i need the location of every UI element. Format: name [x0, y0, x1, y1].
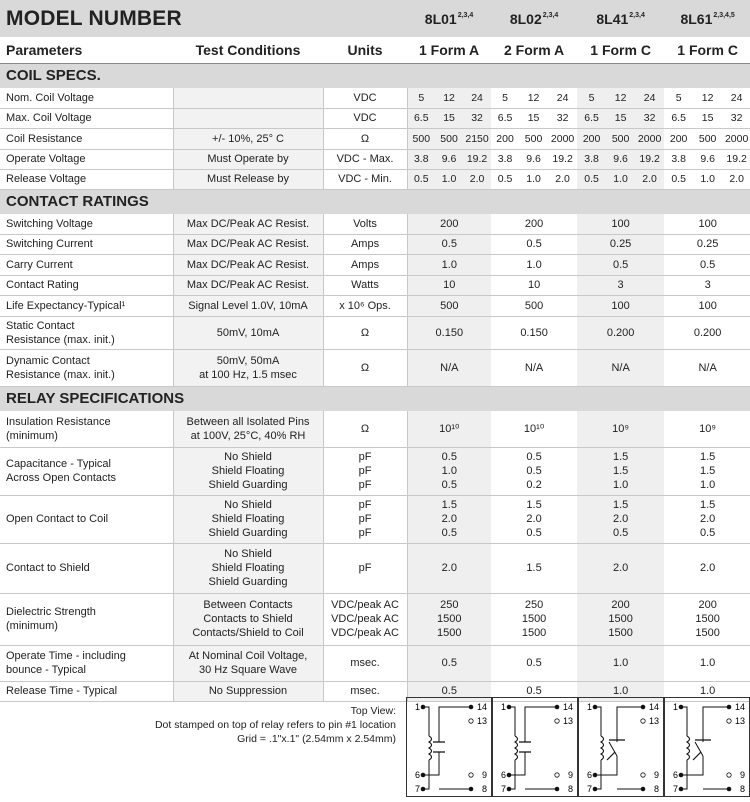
model-name: 8L02 — [509, 10, 542, 27]
pin-label: 8 — [739, 784, 745, 794]
contact-value: 200 — [407, 214, 491, 234]
test-condition: +/- 10%, 25° C — [173, 128, 323, 149]
grid-note: Grid = .1"x.1" (2.54mm x 2.54mm) — [237, 733, 396, 745]
relay-value: 250 1500 1500 — [491, 593, 577, 645]
units: pF pF pF — [323, 495, 407, 543]
model-name: 8L61 — [680, 10, 713, 27]
schematic-icon — [579, 698, 663, 796]
coil-value: 24 — [463, 88, 491, 108]
relay-value: 0.5 — [407, 681, 491, 701]
coil-value: 3.8 — [407, 149, 435, 169]
pin-label: 8 — [481, 784, 487, 794]
pin-label: 9 — [739, 770, 745, 780]
coil-value: 0.5 — [664, 169, 693, 189]
units: VDC — [323, 108, 407, 128]
contact-value: N/A — [577, 349, 664, 386]
coil-value: 2150 — [463, 128, 491, 149]
spec-row — [0, 495, 750, 543]
relay-value: 1.5 1.5 1.0 — [664, 447, 750, 495]
spec-row — [0, 234, 750, 254]
relay-value: 200 1500 1500 — [664, 593, 750, 645]
contact-value: 200 — [491, 214, 577, 234]
coil-value: 1.0 — [435, 169, 463, 189]
coil-value: 500 — [606, 128, 635, 149]
relay-value: 1.0 — [577, 645, 664, 681]
relay-value: 1.5 2.0 0.5 — [664, 495, 750, 543]
spec-row — [0, 411, 750, 447]
model-number-title: MODEL NUMBER — [6, 6, 182, 30]
spec-row — [0, 349, 750, 386]
contact-value: 0.200 — [664, 316, 750, 349]
dot-note: Dot stamped on top of relay refers to pin #1 location — [154, 719, 396, 731]
coil-value: 2.0 — [635, 169, 664, 189]
units: VDC - Max. — [323, 149, 407, 169]
unused-pin-icon — [727, 773, 731, 777]
param-label: Dielectric Strength (minimum) — [0, 593, 173, 645]
pinout-diagram-8l02 — [492, 697, 578, 797]
pin-label: 1 — [501, 702, 507, 712]
contact-value: 100 — [577, 214, 664, 234]
relay-value: 1.5 2.0 0.5 — [407, 495, 491, 543]
coil-value: 1.0 — [519, 169, 548, 189]
units: Ω — [323, 128, 407, 149]
coil-value: 3.8 — [664, 149, 693, 169]
coil-value: 15 — [435, 108, 463, 128]
coil-value: 12 — [435, 88, 463, 108]
spec-row — [0, 149, 750, 169]
schematic-icon — [493, 698, 577, 796]
pin-label: 7 — [673, 784, 679, 794]
model-footnotes: 2,3,4 — [542, 11, 559, 19]
pinout-diagram-8l41 — [578, 697, 664, 797]
param-label: Release Time - Typical — [0, 681, 173, 701]
relay-value: 10¹⁰ — [407, 411, 491, 447]
section-coil — [0, 63, 750, 88]
model-8l01 — [407, 0, 491, 37]
pin-label: 13 — [476, 716, 487, 726]
relay-value: 2.0 — [577, 543, 664, 593]
header-units: Units — [347, 41, 383, 58]
param-label: Operate Voltage — [0, 149, 173, 169]
coil-value: 2000 — [548, 128, 577, 149]
contact-value: 0.25 — [577, 234, 664, 254]
form-8l41: 1 Form C — [590, 41, 651, 58]
param-label: Release Voltage — [0, 169, 173, 189]
model-footnotes: 2,3,4 — [629, 11, 645, 19]
form-8l02: 2 Form A — [504, 41, 565, 58]
coil-value: 9.6 — [606, 149, 635, 169]
relay-value: 1.5 — [491, 543, 577, 593]
coil-value: 12 — [606, 88, 635, 108]
pin-label: 6 — [501, 770, 507, 780]
coil-value: 500 — [693, 128, 722, 149]
units: Ω — [323, 316, 407, 349]
test-condition: Must Release by — [173, 169, 323, 189]
contact-value: 10 — [407, 275, 491, 295]
column-header-row — [0, 37, 750, 63]
coil-value: 32 — [463, 108, 491, 128]
unused-pin-icon — [641, 773, 645, 777]
contact-icon — [519, 742, 531, 752]
param-label: Nom. Coil Voltage — [0, 88, 173, 108]
contact-value: N/A — [491, 349, 577, 386]
contact-value: 0.150 — [407, 316, 491, 349]
switch-wire — [595, 707, 643, 789]
pin-label: 7 — [501, 784, 507, 794]
pin-label: 8 — [567, 784, 573, 794]
contact-wire — [509, 707, 557, 789]
relay-value: 10⁹ — [664, 411, 750, 447]
pin-label: 6 — [673, 770, 679, 780]
units: x 10⁶ Ops. — [323, 295, 407, 316]
coil-value: 6.5 — [491, 108, 519, 128]
units: VDC — [323, 88, 407, 108]
coil-value: 1.0 — [693, 169, 722, 189]
coil-icon — [429, 736, 432, 760]
contact-value: 0.25 — [664, 234, 750, 254]
coil-value: 19.2 — [463, 149, 491, 169]
coil-icon — [601, 736, 604, 760]
model-name: 8L01 — [424, 10, 457, 27]
units: Watts — [323, 275, 407, 295]
model-footnotes: 2,3,4,5 — [713, 11, 735, 19]
param-label: Static Contact Resistance (max. init.) — [0, 316, 173, 349]
relay-value: 1.5 2.0 0.5 — [491, 495, 577, 543]
form-8l01: 1 Form A — [418, 41, 480, 58]
units: msec. — [323, 681, 407, 701]
units: pF — [323, 543, 407, 593]
relay-value: 10⁹ — [577, 411, 664, 447]
coil-value: 0.5 — [577, 169, 606, 189]
relay-value: 0.5 — [407, 645, 491, 681]
coil-value: 6.5 — [577, 108, 606, 128]
pin-label: 9 — [567, 770, 573, 780]
pin-label: 14 — [648, 702, 659, 712]
pin-label: 6 — [415, 770, 421, 780]
coil-value: 32 — [722, 108, 750, 128]
param-label: Coil Resistance — [0, 128, 173, 149]
coil-value: 3.8 — [491, 149, 519, 169]
relay-value: 1.0 — [577, 681, 664, 701]
coil-value: 500 — [519, 128, 548, 149]
contact-value: 3 — [664, 275, 750, 295]
model-name: 8L41 — [596, 10, 629, 27]
coil-value: 5 — [491, 88, 519, 108]
units: Amps — [323, 234, 407, 254]
coil-value: 32 — [548, 108, 577, 128]
relay-value: 250 1500 1500 — [407, 593, 491, 645]
pin-label: 13 — [562, 716, 573, 726]
units: Amps — [323, 254, 407, 275]
coil-value: 5 — [577, 88, 606, 108]
test-condition: Max DC/Peak AC Resist. — [173, 214, 323, 234]
coil-value: 2.0 — [463, 169, 491, 189]
param-label: Contact Rating — [0, 275, 173, 295]
units: Volts — [323, 214, 407, 234]
contact-value: 1.0 — [407, 254, 491, 275]
test-condition: 50mV, 50mA at 100 Hz, 1.5 msec — [173, 349, 323, 386]
coil-value: 9.6 — [693, 149, 722, 169]
contact-value: 100 — [577, 295, 664, 316]
top-view-note — [100, 704, 396, 746]
test-condition: 50mV, 10mA — [173, 316, 323, 349]
unused-pin-icon — [641, 719, 645, 723]
form-8l61: 1 Form C — [677, 41, 738, 58]
relay-value: 1.0 — [664, 645, 750, 681]
coil-value: 9.6 — [519, 149, 548, 169]
relay-value: 1.5 1.5 1.0 — [577, 447, 664, 495]
model-8l41 — [577, 0, 664, 37]
pin-label: 8 — [653, 784, 659, 794]
contact-value: 0.5 — [664, 254, 750, 275]
units: Ω — [323, 349, 407, 386]
units: msec. — [323, 645, 407, 681]
unused-pin-icon — [555, 719, 559, 723]
relay-value: 2.0 — [407, 543, 491, 593]
spec-row — [0, 214, 750, 234]
contact-value: 0.5 — [577, 254, 664, 275]
coil-value: 1.0 — [606, 169, 635, 189]
pin-label: 6 — [587, 770, 593, 780]
spec-row — [0, 88, 750, 108]
coil-icon — [687, 736, 690, 760]
coil-value: 3.8 — [577, 149, 606, 169]
pin-label: 14 — [734, 702, 745, 712]
contact-wire — [423, 707, 471, 789]
coil-value: 19.2 — [635, 149, 664, 169]
test-condition: No Shield Shield Floating Shield Guarding — [173, 543, 323, 593]
relay-value: 0.5 0.5 0.2 — [491, 447, 577, 495]
unused-pin-icon — [469, 719, 473, 723]
coil-icon — [515, 736, 518, 760]
coil-value: 0.5 — [407, 169, 435, 189]
relay-value: 2.0 — [664, 543, 750, 593]
header-parameters: Parameters — [6, 41, 83, 58]
pin-label: 1 — [415, 702, 421, 712]
units: pF pF pF — [323, 447, 407, 495]
param-label: Capacitance - Typical Across Open Contacts — [0, 447, 173, 495]
switch-wire — [681, 707, 729, 789]
spec-row — [0, 295, 750, 316]
section-title: COIL SPECS. — [0, 63, 750, 88]
coil-value: 15 — [693, 108, 722, 128]
coil-value: 500 — [407, 128, 435, 149]
pin-label: 7 — [587, 784, 593, 794]
units: VDC - Min. — [323, 169, 407, 189]
test-condition: No Shield Shield Floating Shield Guarding — [173, 447, 323, 495]
relay-value: 1.5 2.0 0.5 — [577, 495, 664, 543]
test-condition: Max DC/Peak AC Resist. — [173, 275, 323, 295]
spec-row — [0, 543, 750, 593]
contact-value: N/A — [407, 349, 491, 386]
contact-value: 3 — [577, 275, 664, 295]
test-condition: Max DC/Peak AC Resist. — [173, 234, 323, 254]
contact-value: N/A — [664, 349, 750, 386]
coil-value: 2000 — [635, 128, 664, 149]
contact-value: 100 — [664, 295, 750, 316]
spec-row — [0, 316, 750, 349]
param-label: Operate Time - including bounce - Typical — [0, 645, 173, 681]
coil-value: 24 — [548, 88, 577, 108]
coil-value: 5 — [407, 88, 435, 108]
contact-value: 10 — [491, 275, 577, 295]
spec-row — [0, 593, 750, 645]
unused-pin-icon — [555, 773, 559, 777]
pinout-diagram-8l01 — [406, 697, 492, 797]
pin-label: 14 — [562, 702, 573, 712]
contact-icon — [433, 742, 445, 752]
model-8l61 — [664, 0, 750, 37]
header-test-conditions: Test Conditions — [195, 41, 301, 58]
coil-value: 9.6 — [435, 149, 463, 169]
coil-value: 2.0 — [548, 169, 577, 189]
relay-value: 1.0 — [664, 681, 750, 701]
contact-value: 500 — [491, 295, 577, 316]
pin-label: 9 — [481, 770, 487, 780]
units: Ω — [323, 411, 407, 447]
test-condition: Must Operate by — [173, 149, 323, 169]
spec-row — [0, 128, 750, 149]
section-title: CONTACT RATINGS — [0, 189, 750, 214]
schematic-icon — [407, 698, 491, 796]
param-label: Contact to Shield — [0, 543, 173, 593]
model-header-row — [0, 0, 750, 37]
param-label: Switching Voltage — [0, 214, 173, 234]
coil-value: 200 — [491, 128, 519, 149]
unused-pin-icon — [727, 719, 731, 723]
coil-value: 6.5 — [407, 108, 435, 128]
units: VDC/peak AC VDC/peak AC VDC/peak AC — [323, 593, 407, 645]
unused-pin-icon — [469, 773, 473, 777]
coil-value: 12 — [519, 88, 548, 108]
test-condition: Signal Level 1.0V, 10mA — [173, 295, 323, 316]
pin-label: 7 — [415, 784, 421, 794]
coil-value: 24 — [722, 88, 750, 108]
coil-value: 2000 — [722, 128, 750, 149]
param-label: Max. Coil Voltage — [0, 108, 173, 128]
top-view-label: Top View: — [350, 705, 396, 717]
contact-value: 0.5 — [407, 234, 491, 254]
test-condition: Between all Isolated Pins at 100V, 25°C, 40% RH — [173, 411, 323, 447]
contact-value: 1.0 — [491, 254, 577, 275]
spec-row — [0, 645, 750, 681]
pin-label: 9 — [653, 770, 659, 780]
coil-value: 2.0 — [722, 169, 750, 189]
pin-label: 13 — [648, 716, 659, 726]
pin-label: 13 — [734, 716, 745, 726]
param-label: Carry Current — [0, 254, 173, 275]
test-condition: Between Contacts Contacts to Shield Contacts/Shield to Coil — [173, 593, 323, 645]
relay-value: 0.5 — [491, 681, 577, 701]
coil-value: 24 — [635, 88, 664, 108]
section-contact — [0, 189, 750, 214]
contact-value: 100 — [664, 214, 750, 234]
coil-value: 15 — [519, 108, 548, 128]
relay-value: 10¹⁰ — [491, 411, 577, 447]
section-relay — [0, 386, 750, 411]
param-label: Insulation Resistance (minimum) — [0, 411, 173, 447]
param-label: Dynamic Contact Resistance (max. init.) — [0, 349, 173, 386]
coil-value: 0.5 — [491, 169, 519, 189]
contact-value: 0.150 — [491, 316, 577, 349]
spec-row — [0, 275, 750, 295]
spec-row — [0, 169, 750, 189]
test-condition: No Suppression — [173, 681, 323, 701]
coil-value: 200 — [577, 128, 606, 149]
test-condition — [173, 108, 323, 128]
spec-row — [0, 108, 750, 128]
coil-value: 19.2 — [722, 149, 750, 169]
pin-label: 14 — [476, 702, 487, 712]
test-condition: Max DC/Peak AC Resist. — [173, 254, 323, 275]
contact-value: 0.5 — [491, 234, 577, 254]
spec-row — [0, 447, 750, 495]
coil-value: 500 — [435, 128, 463, 149]
relay-value: 0.5 — [491, 645, 577, 681]
coil-value: 6.5 — [664, 108, 693, 128]
coil-value: 19.2 — [548, 149, 577, 169]
coil-value: 200 — [664, 128, 693, 149]
relay-value: 0.5 1.0 0.5 — [407, 447, 491, 495]
pin-label: 1 — [587, 702, 593, 712]
contact-value: 0.200 — [577, 316, 664, 349]
pin-label: 1 — [673, 702, 679, 712]
param-label: Life Expectancy-Typical¹ — [0, 295, 173, 316]
test-condition — [173, 88, 323, 108]
section-title: RELAY SPECIFICATIONS — [0, 386, 750, 411]
param-label: Open Contact to Coil — [0, 495, 173, 543]
contact-value: 500 — [407, 295, 491, 316]
pinout-diagram-8l61 — [664, 697, 750, 797]
spec-row — [0, 254, 750, 275]
test-condition: At Nominal Coil Voltage, 30 Hz Square Wave — [173, 645, 323, 681]
test-condition: No Shield Shield Floating Shield Guarding — [173, 495, 323, 543]
coil-value: 15 — [606, 108, 635, 128]
coil-value: 12 — [693, 88, 722, 108]
coil-value: 5 — [664, 88, 693, 108]
coil-value: 32 — [635, 108, 664, 128]
pinout-diagrams — [0, 695, 750, 802]
schematic-icon — [665, 698, 749, 796]
model-8l02 — [491, 0, 577, 37]
relay-value: 200 1500 1500 — [577, 593, 664, 645]
param-label: Switching Current — [0, 234, 173, 254]
model-footnotes: 2,3,4 — [457, 11, 474, 19]
